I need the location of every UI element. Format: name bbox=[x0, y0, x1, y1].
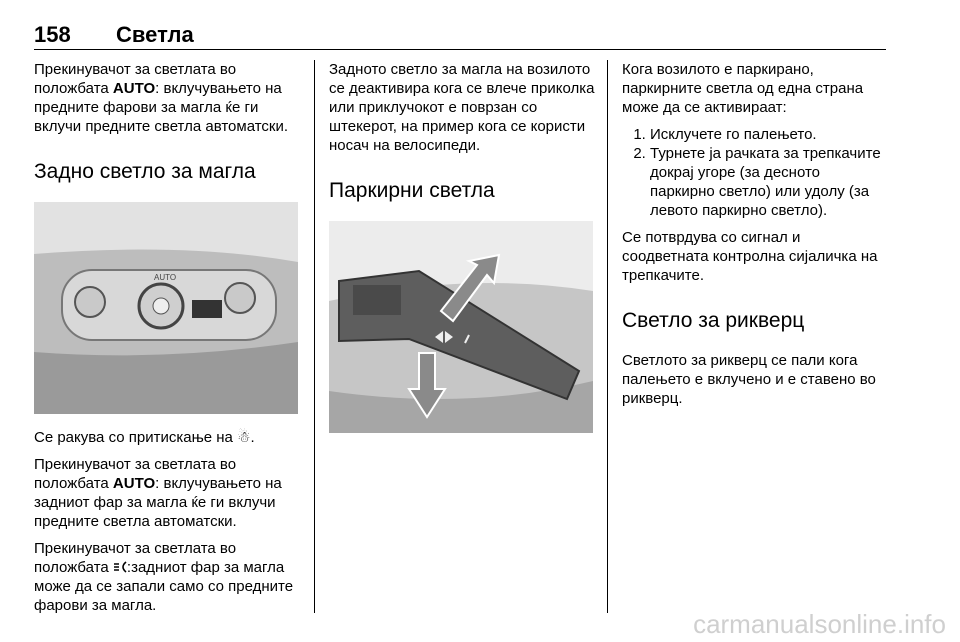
paragraph bbox=[34, 455, 300, 531]
column-1 bbox=[34, 60, 300, 623]
auto-label: AUTO bbox=[112, 475, 156, 492]
section-heading: Светло за рикверц bbox=[622, 309, 805, 332]
page-number: 158 bbox=[34, 22, 71, 47]
paragraph: Светлото за рикверц се пали кога палењето е вклучено и е ставено во рикверц. bbox=[622, 352, 876, 407]
turn-signal-stalk-figure bbox=[329, 221, 593, 433]
steps-list bbox=[622, 125, 888, 220]
text: : вклучувањето на предните фарови за магла ќе ги вклучи предните светла автоматски. bbox=[34, 80, 289, 135]
watermark: carmanualsonline.info bbox=[693, 609, 946, 639]
light-switch-figure bbox=[34, 202, 298, 414]
fog-light-icon bbox=[113, 559, 127, 571]
text: Прекинувачот за светлата во положбата bbox=[34, 456, 237, 492]
page-title: Светла bbox=[116, 22, 194, 47]
text: :задниот фар за магла може да се запали само со предните фарови за магла. bbox=[34, 559, 294, 614]
text: Прекинувачот за светлата во положбата bbox=[34, 61, 237, 97]
section-heading: Паркирни светла bbox=[329, 179, 495, 202]
column-3 bbox=[622, 60, 888, 416]
auto-label: AUTO bbox=[112, 80, 156, 97]
column-divider bbox=[314, 60, 315, 613]
list-item: 2. Турнете ја рачката за трепкачите докрај угоре (за десното паркирно светло) или удолу (за левото паркирно светло). bbox=[650, 144, 888, 220]
light-switch-illustration bbox=[34, 202, 298, 414]
paragraph: Се ракува со притискање на ☃. bbox=[34, 429, 255, 446]
list-item: 1. Исклучете го палењето. bbox=[650, 125, 888, 144]
page-header bbox=[34, 22, 886, 56]
paragraph bbox=[34, 539, 300, 615]
paragraph: Се потврдува со сигнал и соодветната контролна сијаличка на трепкачите. bbox=[622, 229, 878, 284]
column-divider bbox=[607, 60, 608, 613]
text: Прекинувачот за светлата во положбата bbox=[34, 540, 237, 576]
paragraph bbox=[34, 60, 300, 136]
paragraph: Задното светло за магла на возилото се деактивира кога се влече приколка или приклучокот е поврзан со штекерот, на пример кога се користи носач на велосипеди. bbox=[329, 61, 595, 154]
header-divider bbox=[34, 49, 886, 50]
paragraph: Кога возилото е паркирано, паркирните светла од една страна може да се активираат: bbox=[622, 61, 864, 116]
text: : вклучувањето на задниот фар за магла ќе ги вклучи предните светла автоматски. bbox=[34, 475, 282, 530]
column-2 bbox=[329, 60, 595, 433]
section-heading: Задно светло за магла bbox=[34, 160, 256, 183]
stalk-illustration bbox=[329, 221, 593, 433]
switch-auto-text: AUTO bbox=[154, 273, 177, 282]
